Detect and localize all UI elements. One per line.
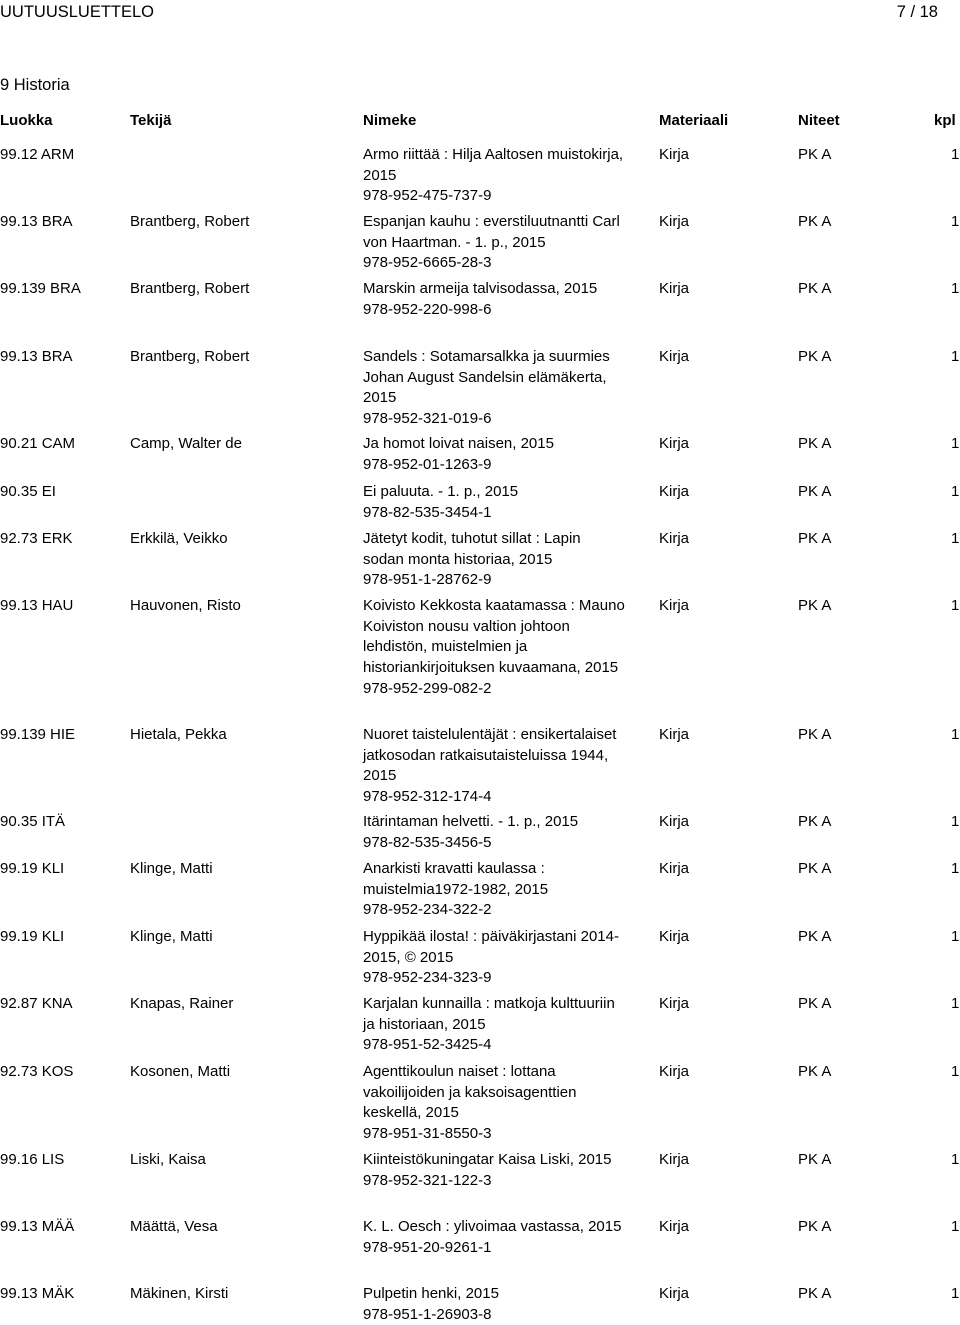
isbn: 978-952-321-122-3 <box>363 1171 492 1189</box>
cell-niteet: PK A <box>798 348 832 365</box>
cell-tekija: Brantberg, Robert <box>130 280 250 297</box>
cell-luokka: 99.13 HAU <box>0 597 74 614</box>
title-text: K. L. Oesch : ylivoimaa vastassa, 2015 <box>363 1218 622 1235</box>
cell-materiaali: Kirja <box>659 1063 690 1080</box>
cell-tekija: Hietala, Pekka <box>130 726 227 743</box>
cell-niteet: PK A <box>798 530 832 547</box>
cell-materiaali: Kirja <box>659 726 690 743</box>
cell-kpl: 1 <box>951 530 960 547</box>
cell-luokka: 99.139 BRA <box>0 280 81 297</box>
title-text: Kiinteistökuningatar Kaisa Liski, 2015 <box>363 1151 612 1168</box>
cell-luokka: 99.139 HIE <box>0 726 76 743</box>
title-text: Marskin armeija talvisodassa, 2015 <box>363 280 598 297</box>
isbn: 978-951-1-26903-8 <box>363 1305 492 1323</box>
column-header-luokka: Luokka <box>0 112 53 129</box>
cell-niteet: PK A <box>798 146 832 163</box>
cell-niteet: PK A <box>798 1063 832 1080</box>
cell-nimeke <box>363 1217 625 1258</box>
cell-nimeke <box>363 812 625 853</box>
cell-nimeke <box>363 1150 625 1191</box>
cell-niteet: PK A <box>798 995 832 1012</box>
cell-materiaali: Kirja <box>659 860 690 877</box>
column-header-materiaali: Materiaali <box>659 112 729 129</box>
cell-luokka: 99.19 KLI <box>0 860 65 877</box>
title-text: Armo riittää : Hilja Aaltosen muistokirja, 2015 <box>363 146 624 184</box>
cell-niteet: PK A <box>798 860 832 877</box>
cell-kpl: 1 <box>951 928 960 945</box>
column-header-nimeke: Nimeke <box>363 112 417 129</box>
cell-nimeke <box>363 434 625 475</box>
cell-materiaali: Kirja <box>659 597 690 614</box>
cell-tekija: Liski, Kaisa <box>130 1151 206 1168</box>
title-text: Ja homot loivat naisen, 2015 <box>363 435 554 452</box>
column-header-kpl: kpl <box>934 112 956 129</box>
cell-kpl: 1 <box>951 1063 960 1080</box>
cell-tekija: Klinge, Matti <box>130 928 213 945</box>
isbn: 978-951-52-3425-4 <box>363 1036 492 1054</box>
cell-tekija: Mäkinen, Kirsti <box>130 1285 229 1302</box>
cell-luokka: 90.35 EI <box>0 483 56 500</box>
cell-nimeke <box>363 529 625 591</box>
cell-materiaali: Kirja <box>659 928 690 945</box>
cell-materiaali: Kirja <box>659 1151 690 1168</box>
cell-materiaali: Kirja <box>659 483 690 500</box>
cell-tekija: Kosonen, Matti <box>130 1063 231 1080</box>
cell-tekija: Hauvonen, Risto <box>130 597 241 614</box>
cell-luokka: 92.73 ERK <box>0 530 73 547</box>
cell-tekija: Klinge, Matti <box>130 860 213 877</box>
cell-nimeke <box>363 596 625 700</box>
cell-niteet: PK A <box>798 928 832 945</box>
page-number: 7 / 18 <box>896 3 938 21</box>
title-text: Hyppikää ilosta! : päiväkirjastani 2014-2015, © 2015 <box>363 928 619 966</box>
cell-tekija: Knapas, Rainer <box>130 995 234 1012</box>
cell-kpl: 1 <box>951 1151 960 1168</box>
cell-materiaali: Kirja <box>659 995 690 1012</box>
cell-luokka: 99.16 LIS <box>0 1151 65 1168</box>
isbn: 978-952-299-082-2 <box>363 679 492 697</box>
cell-kpl: 1 <box>951 348 960 365</box>
cell-kpl: 1 <box>951 995 960 1012</box>
title-text: Sandels : Sotamarsalkka ja suurmies Johan August Sandelsin elämäkerta, 2015 <box>363 348 610 407</box>
cell-luokka: 90.35 ITÄ <box>0 813 66 830</box>
isbn: 978-951-20-9261-1 <box>363 1238 492 1256</box>
cell-luokka: 99.19 KLI <box>0 928 65 945</box>
cell-materiaali: Kirja <box>659 348 690 365</box>
isbn: 978-952-234-323-9 <box>363 969 492 987</box>
cell-luokka: 99.13 MÄK <box>0 1285 75 1302</box>
title-text: Itärintaman helvetti. - 1. p., 2015 <box>363 813 579 830</box>
cell-niteet: PK A <box>798 813 832 830</box>
cell-luokka: 92.73 KOS <box>0 1063 74 1080</box>
cell-kpl: 1 <box>951 1285 960 1302</box>
title-text: Anarkisti kravatti kaulassa : muistelmia1972-1982, 2015 <box>363 860 549 898</box>
cell-niteet: PK A <box>798 213 832 230</box>
cell-niteet: PK A <box>798 597 832 614</box>
column-header-niteet: Niteet <box>798 112 840 129</box>
title-text: Karjalan kunnailla : matkoja kulttuuriin ja historiaan, 2015 <box>363 995 615 1033</box>
cell-materiaali: Kirja <box>659 213 690 230</box>
cell-tekija: Brantberg, Robert <box>130 213 250 230</box>
cell-kpl: 1 <box>951 213 960 230</box>
cell-nimeke <box>363 725 625 808</box>
cell-tekija: Erkkilä, Veikko <box>130 530 228 547</box>
column-header-tekija: Tekijä <box>130 112 172 129</box>
title-text: Koivisto Kekkosta kaatamassa : Mauno Koiviston nousu valtion johtoon lehdistön, muistelmien ja historiankirjoituksen kuvaamana, 2015 <box>363 597 625 677</box>
cell-kpl: 1 <box>951 726 960 743</box>
cell-luokka: 99.13 BRA <box>0 213 73 230</box>
cell-materiaali: Kirja <box>659 1285 690 1302</box>
cell-nimeke <box>363 145 625 207</box>
cell-kpl: 1 <box>951 1218 960 1235</box>
title-text: Nuoret taistelulentäjät : ensikertalaiset jatkosodan ratkaisutaisteluissa 1944, 2015 <box>363 726 617 785</box>
cell-kpl: 1 <box>951 813 960 830</box>
cell-nimeke <box>363 859 625 921</box>
isbn: 978-82-535-3454-1 <box>363 503 492 521</box>
cell-materiaali: Kirja <box>659 1218 690 1235</box>
cell-luokka: 99.13 MÄÄ <box>0 1218 75 1235</box>
cell-tekija: Määttä, Vesa <box>130 1218 218 1235</box>
cell-kpl: 1 <box>951 280 960 297</box>
title-text: Pulpetin henki, 2015 <box>363 1285 499 1302</box>
title-text: Jätetyt kodit, tuhotut sillat : Lapin sodan monta historiaa, 2015 <box>363 530 581 568</box>
isbn: 978-952-220-998-6 <box>363 300 492 318</box>
title-text: Agenttikoulun naiset : lottana vakoilijoiden ja kaksoisagenttien keskellä, 2015 <box>363 1063 577 1122</box>
cell-materiaali: Kirja <box>659 435 690 452</box>
cell-niteet: PK A <box>798 1218 832 1235</box>
cell-nimeke <box>363 279 625 320</box>
cell-niteet: PK A <box>798 726 832 743</box>
cell-niteet: PK A <box>798 1151 832 1168</box>
cell-niteet: PK A <box>798 435 832 452</box>
isbn: 978-951-1-28762-9 <box>363 571 492 589</box>
cell-materiaali: Kirja <box>659 280 690 297</box>
cell-kpl: 1 <box>951 435 960 452</box>
cell-luokka: 92.87 KNA <box>0 995 73 1012</box>
document-title: UUTUUSLUETTELO <box>0 3 155 21</box>
cell-kpl: 1 <box>951 597 960 614</box>
cell-luokka: 99.13 BRA <box>0 348 73 365</box>
isbn: 978-952-312-174-4 <box>363 788 492 806</box>
cell-tekija: Camp, Walter de <box>130 435 242 452</box>
section-title: 9 Historia <box>0 76 70 94</box>
cell-luokka: 90.21 CAM <box>0 435 76 452</box>
isbn: 978-951-31-8550-3 <box>363 1125 492 1143</box>
cell-nimeke <box>363 347 625 430</box>
cell-tekija: Brantberg, Robert <box>130 348 250 365</box>
cell-nimeke <box>363 482 625 523</box>
cell-nimeke <box>363 1062 625 1145</box>
cell-materiaali: Kirja <box>659 146 690 163</box>
cell-niteet: PK A <box>798 280 832 297</box>
cell-materiaali: Kirja <box>659 530 690 547</box>
cell-kpl: 1 <box>951 146 960 163</box>
isbn: 978-952-321-019-6 <box>363 410 492 428</box>
cell-luokka: 99.12 ARM <box>0 146 75 163</box>
cell-kpl: 1 <box>951 483 960 500</box>
cell-nimeke <box>363 1284 625 1325</box>
isbn: 978-82-535-3456-5 <box>363 833 492 851</box>
cell-nimeke <box>363 212 625 274</box>
cell-nimeke <box>363 927 625 989</box>
isbn: 978-952-234-322-2 <box>363 901 492 919</box>
cell-materiaali: Kirja <box>659 813 690 830</box>
title-text: Ei paluuta. - 1. p., 2015 <box>363 483 519 500</box>
isbn: 978-952-01-1263-9 <box>363 455 492 473</box>
cell-niteet: PK A <box>798 483 832 500</box>
cell-niteet: PK A <box>798 1285 832 1302</box>
title-text: Espanjan kauhu : everstiluutnantti Carl von Haartman. - 1. p., 2015 <box>363 213 620 251</box>
isbn: 978-952-475-737-9 <box>363 187 492 205</box>
isbn: 978-952-6665-28-3 <box>363 254 492 272</box>
cell-kpl: 1 <box>951 860 960 877</box>
cell-nimeke <box>363 994 625 1056</box>
